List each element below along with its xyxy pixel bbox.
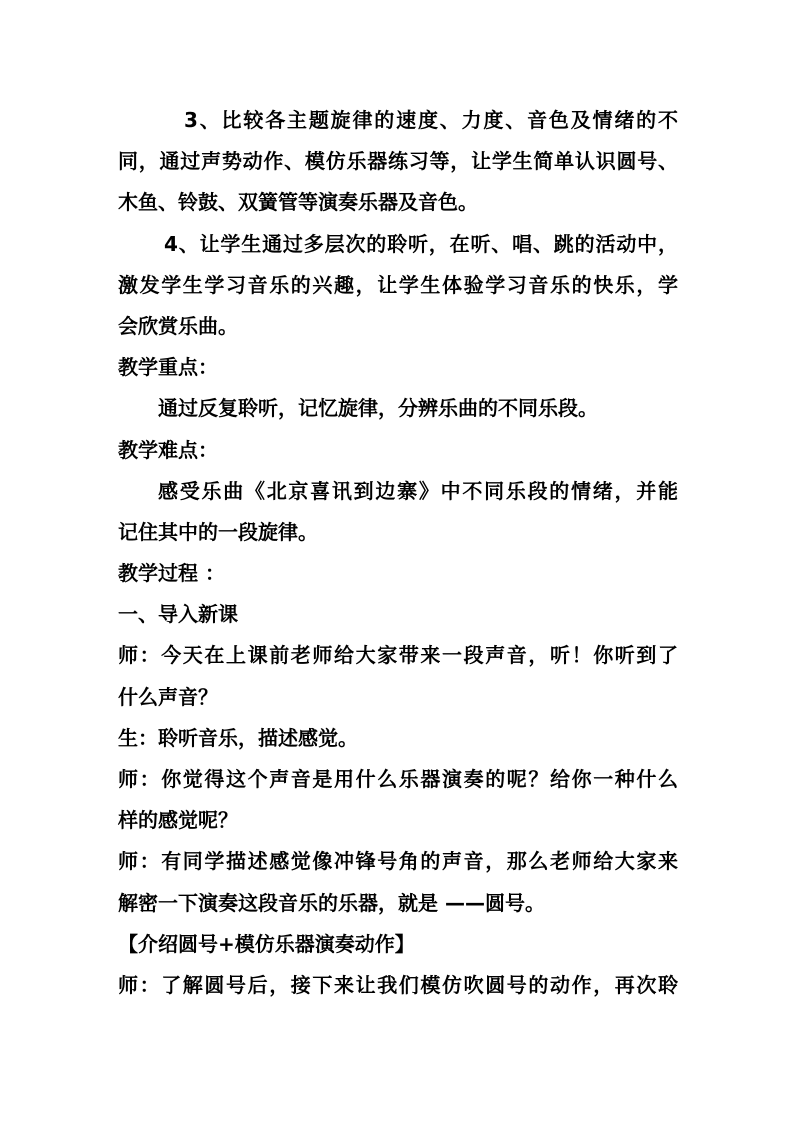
student-line-1: 生：聆听音乐，描述感觉。 — [118, 725, 358, 750]
teacher-line-4a: 师：了解圆号后，接下来让我们模仿吹圆号的动作，再次聆 — [118, 972, 678, 997]
teacher-line-2a: 师：你觉得这个声音是用什么乐器演奏的呢？给你一种什么 — [118, 767, 678, 791]
teacher-line-2b: 样的感觉呢？ — [118, 808, 238, 833]
difficulties-line-1: 感受乐曲《北京喜讯到边寨》中不同乐段的情绪，并能 — [158, 478, 678, 503]
bracket-note: 【介绍圆号+模仿乐器演奏动作】 — [118, 931, 415, 956]
teacher-line-3a: 师：有同学描述感觉像冲锋号角的声音，那么老师给大家来 — [118, 849, 678, 874]
objective-4-line-2: 激发学生学习音乐的兴趣，让学生体验学习音乐的快乐，学 — [118, 272, 678, 297]
section-heading-key-points: 教学重点： — [118, 355, 218, 380]
teacher-line-1b: 什么声音？ — [118, 684, 218, 709]
objective-4-line-1: 4、让学生通过多层次的聆听，在听、唱、跳的活动中， — [164, 231, 678, 256]
key-points-text: 通过反复聆听，记忆旋律，分辨乐曲的不同乐段。 — [158, 396, 598, 421]
teacher-line-3b: 解密一下演奏这段音乐的乐器，就是 ——圆号。 — [118, 890, 545, 915]
objective-3-line-2: 同，通过声势动作、模仿乐器练习等，让学生简单认识圆号、 — [118, 149, 678, 174]
section-heading-difficulties: 教学难点： — [118, 437, 218, 462]
lesson-plan-text — [118, 100, 678, 1006]
section-heading-process: 教学过程 ： — [118, 561, 225, 586]
objective-3-line-1: 3、比较各主题旋律的速度、力度、音色及情绪的不 — [184, 108, 678, 132]
objective-3-line-3: 木鱼、铃鼓、双簧管等演奏乐器及音色。 — [118, 190, 478, 215]
difficulties-line-2: 记住其中的一段旋律。 — [118, 519, 318, 544]
teacher-line-1a: 师：今天在上课前老师给大家带来一段声音，听！你听到了 — [118, 643, 678, 668]
subheading-intro: 一、导入新课 — [118, 602, 238, 627]
objective-4-line-3: 会欣赏乐曲。 — [118, 313, 238, 338]
